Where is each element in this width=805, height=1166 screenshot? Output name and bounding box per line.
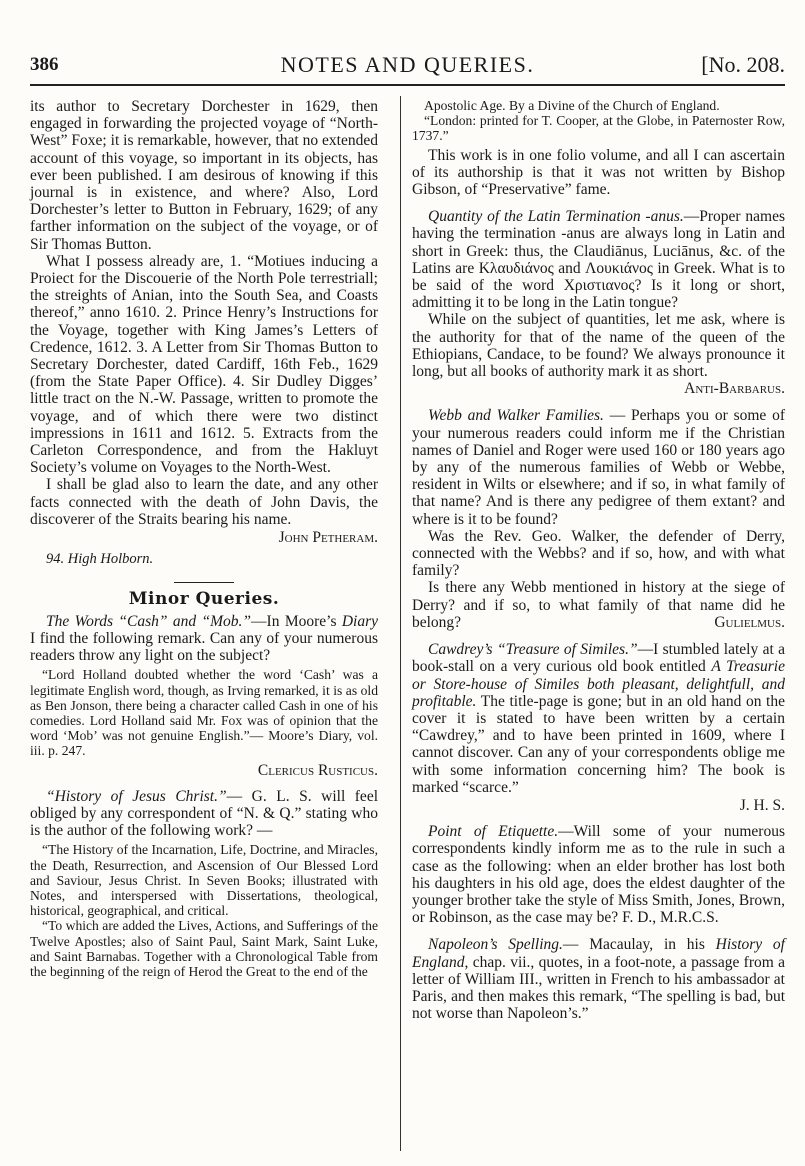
paragraph: I shall be glad also to learn the date, and any other facts connected with the death of John Davis, the discoverer of the Straits bearing his name. — [30, 476, 378, 528]
quote-text: Apostolic Age. By a Divine of the Church of England. — [424, 98, 720, 113]
quote-text: “Lord Holland doubted whether the word ‘Cash’ was a legitimate English word, though, as Irving remarked, it is as old as Ben Jonson, there being a character called Cash in one of his comedies. Lord Holland said Mr. Fox was of opinion that the word ‘Mob’ was not genuine English.”— Moore’s Diary, vol. iii. p. 247. — [30, 667, 378, 759]
book-title: A Treasurie or Store-house of Similes both pleasant, delightfull, and profitable. — [412, 658, 785, 710]
query-text: — Macaulay, in his — [562, 936, 716, 954]
query-text: While on the subject of quantities, let me ask, where is the authority for that of the name of the queen of the Ethiopians, Candace, to be found? We always pronounce it long, but all books of authority mark it as short. — [412, 311, 785, 381]
query-title: The Words “Cash” and “Mob.” — [46, 612, 252, 630]
block-quote — [412, 98, 785, 144]
query-etiquette — [412, 823, 785, 926]
paragraph — [412, 579, 785, 631]
query-cash-mob — [30, 613, 378, 665]
query-text: — G. L. S. will feel obliged by any correspondent of “N. & Q.” stating who is the author of the following work? — — [30, 787, 379, 840]
quote-text: “London: printed for T. Cooper, at the Globe, in Paternoster Row, 1737.” — [412, 113, 785, 144]
query-text: The title-page is gone; but in an old hand on the cover it is stated to have been written by a certain “Cawdrey,” and to have been printed in 1609, where I cannot discover. Can any of your correspondents oblige me with some information concerning him? The book is marked “scarce.” — [412, 692, 785, 796]
block-quote — [30, 667, 378, 758]
paragraph: What I possess already are, 1. “Motiues inducing a Proiect for the Discouerie of the North Pole terrestriall; the streights of Anian, into the South Sea, and Coasts thereof,” anno 1610. 2. Prince Henry’s Instructions for the Voyage, together with King James’s Letters of Credence, 1612. 3. A Letter from Sir Thomas Button to Secretary Dorchester, dated Cardiff, 16th Feb., 1629 (from the State Paper Office). 4. Sir Dudley Digges’ little tract on the N.-W. Passage, written to promote the voyage, and of which there were two distinct impressions in 1611 and 1612. 5. Extracts from the Carleton Correspondence, and from the Hakluyt Society’s volume on Voyages to the North-West. — [30, 252, 378, 477]
signature: Clericus Rusticus. — [257, 761, 378, 779]
signature: John Petheram. — [278, 529, 378, 547]
query-title: Point of Etiquette. — [428, 823, 559, 841]
quote-text: “The History of the Incarnation, Life, Doctrine, and Miracles, the Death, Resurrection, and Ascension of Our Blessed Lord and Saviour, Jesus Christ. In Seven Books; illustrated with Notes, and interspersed with Dissertations, theological, historical, geographical, and critical. — [30, 842, 378, 919]
query-text: —Will some of your numerous correspondents kindly inform me as to the rule in such a case as the following: when an elder brother has lost both his daughters in his old age, does the eldest daughter of the younger brother take the style of Miss Smith, Jones, Brown, or Robinson, as the case may be? — [412, 823, 785, 927]
signature: Anti-Barbarus. — [684, 380, 785, 398]
section-divider — [174, 582, 234, 583]
query-text: —In Moore’s — [251, 612, 342, 630]
query-title: Quantity of the Latin Termination -anus. — [428, 208, 684, 226]
quote-text: “To which are added the Lives, Actions, and Sufferings of the Twelve Apostles; also of Saint Paul, Saint Mark, Saint Luke, and Saint Barnabas. Together with a Chronological Table from the beginning of the reign of Herod the Great to the end of the — [30, 918, 378, 979]
address: 94. High Holborn. — [46, 551, 154, 568]
query-napoleon — [412, 936, 785, 1022]
paragraph: its author to Secretary Dorchester in 1629, then engaged in forwarding the projected voyage of “North-West” Foxe; it is remarkable, however, that no extended account of this voyage, so important in its objects, has ever been published. I am desirous of knowing if this journal is in existence, and where? Also, Lord Dorchester’s letter to Button in February, 1629; of any farther information on the subject of the voyage, or of Sir Thomas Button. — [30, 98, 378, 253]
query-history-jesus — [30, 788, 378, 840]
query-title: “History of Jesus Christ.” — [46, 787, 227, 805]
section-heading: Minor Queries. — [128, 589, 280, 610]
paragraph: Was the Rev. Geo. Walker, the defender of Derry, connected with the Webbs? and if so, how, and with what family? — [412, 527, 785, 580]
query-latin — [412, 208, 785, 311]
query-cawdrey — [412, 641, 785, 796]
block-quote — [30, 842, 378, 979]
page-number: 386 — [30, 54, 59, 75]
paragraph: This work is in one folio volume, and all I can ascertain of its authorship is that it was not written by Bishop Gibson, of “Preservative” fame. — [412, 146, 785, 199]
query-webb-walker — [412, 407, 785, 527]
query-text: Diary — [341, 612, 379, 630]
header-rule — [30, 84, 785, 86]
right-column — [412, 98, 785, 1022]
paragraph — [412, 311, 785, 398]
query-title: Napoleon’s Spelling. — [428, 936, 563, 954]
issue-number: [No. 208. — [701, 52, 785, 77]
query-text: — Perhaps you or some of your numerous readers could inform me if the Christian names of Daniel and Roger were used 160 or 180 years ago by any of the numerous families of Webb or Webbe, resident in Wilts or elsewhere; and if so, in what family of that name? And is there any pedigree of them extant? and where is it to be found? — [412, 407, 785, 528]
column-divider — [400, 96, 401, 1151]
query-text: I find the following remark. Can any of your numerous readers throw any light on the subject? — [30, 629, 378, 665]
query-title: Cawdrey’s “Treasure of Similes.” — [428, 641, 638, 659]
signature: J. H. S. — [739, 796, 785, 814]
signature: F. D., M.R.C.S. — [622, 909, 719, 927]
page-header — [30, 52, 785, 82]
left-column — [30, 98, 378, 982]
page-title: NOTES AND QUERIES. — [280, 52, 535, 77]
query-title: Webb and Walker Families. — [428, 407, 604, 425]
signature: Gulielmus. — [714, 613, 785, 631]
query-text: , chap. vii., quotes, in a foot-note, a passage from a letter of William III., written in French to his ambassador at Paris, and then makes this remark, “The spelling is bad, but not worse than Napoleon’s.” — [412, 953, 785, 1023]
query-text: Is there any Webb mentioned in history at the siege of Derry? and if so, to what family of that name did he belong? — [412, 579, 785, 631]
query-text: —Proper names having the termination -anus are always long in Latin and short in Greek: thus, the Claudiānus, Luciānus, &c. of the Latins are Κλαυδιάνος and Λουκιάνος in Greek. What is to be said of the word Χριστιανος? Is it long or short, admitting it to be long in the Latin tongue? — [412, 208, 785, 312]
query-text: —I stumbled lately at a book-stall on a very curious old book entitled — [412, 641, 785, 676]
book-title: History of England — [412, 936, 785, 971]
